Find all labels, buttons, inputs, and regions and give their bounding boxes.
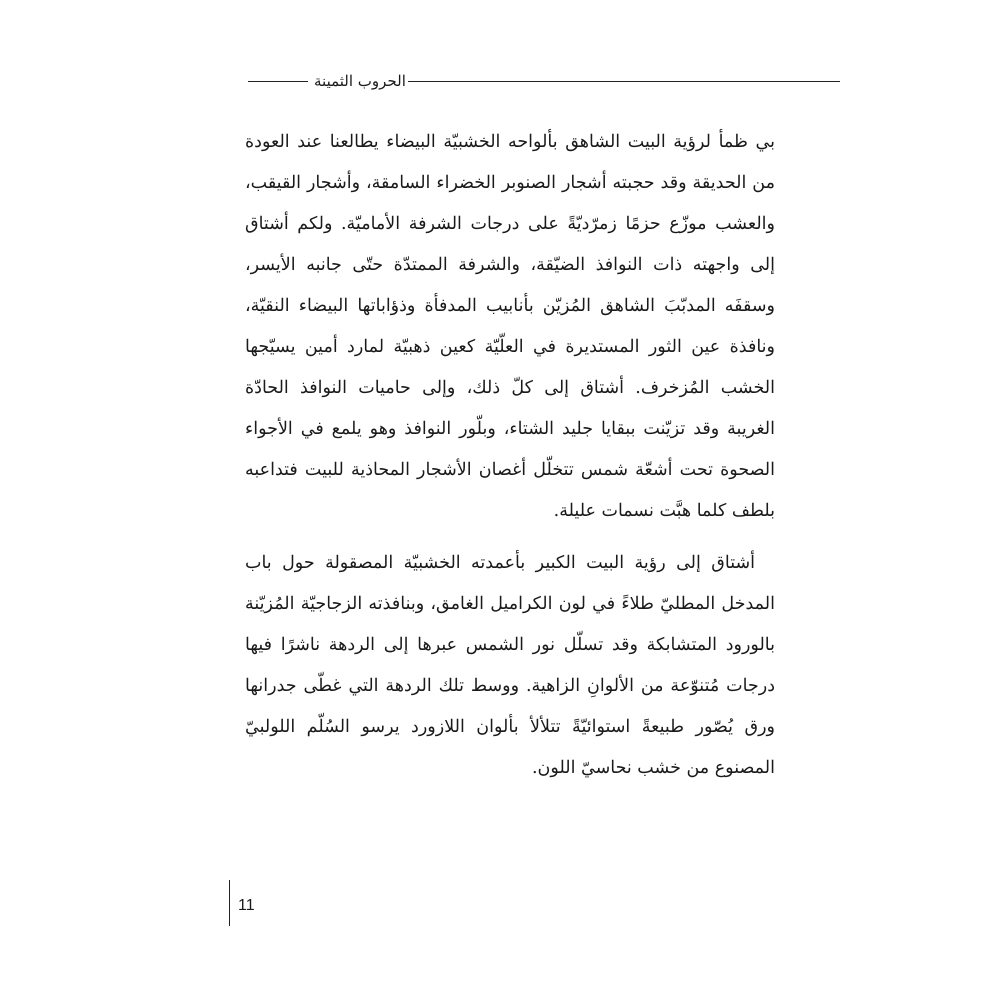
paragraph-1: بي ظمأ لرؤية البيت الشاهق بألواحه الخشبيّة البيضاء يطالعنا عند العودة من الحديقة وقد حجبته أشجار الصنوبر الخضراء السامقة، وأشجار القيقب، والعشب موزّع حزمًا زمرّديّةً على درجات الشرفة الأماميّة. ولكم أشتاق إلى واجهته ذات النوافذ الضيّقة، والشرفة الممتدّة حتّى جانبه الأيسر، وسقفَه المدبّبَ الشاهق المُزيّن بأنابيب المدفأة وذؤاباتها البيضاء النقيّة، ونافذة عين الثور المستديرة في العلّيّة كعين ذهبيّة لمارد أمين يسيّجها الخشب المُزخرف. أشتاق إلى كلّ ذلك، وإلى حاميات النوافذ الحادّة الغريبة وقد تزيّنت ببقايا جليد الشتاء، وبلّور النوافذ وهو يلمع في الأجواء الصحوة تحت أشعّة شمس تتخلّل أغصان الأشجار المحاذية للبيت فتداعبه بلطف كلما هبَّت نسمات عليلة.	[245, 132, 775, 521]
paragraph-2: أشتاق إلى رؤية البيت الكبير بأعمدته الخشبيّة المصقولة حول باب المدخل المطليّ طلاءً في لون الكراميل الغامق، وبنافذته الزجاجيّة المُزيّنة بالورود المتشابكة وقد تسلّل نور الشمس عبرها إلى الردهة ناشرًا فيها درجات مُتنوّعة من الألوانِ الزاهية. ووسط تلك الردهة التي غطّى جدرانها ورق يُصّور طبيعةً استوائيّةً تتلألأ بألوان اللازورد يرسو السُلّم اللولبيّ المصنوع من خشب نحاسيّ اللون.	[245, 553, 775, 778]
running-header	[248, 70, 840, 92]
page-number: 11	[238, 897, 255, 914]
running-title: الحروب الثمينة	[314, 72, 406, 90]
body-text	[245, 122, 775, 789]
header-rule-right	[408, 81, 840, 82]
footer-rule	[229, 880, 230, 926]
header-rule-left	[248, 81, 308, 82]
